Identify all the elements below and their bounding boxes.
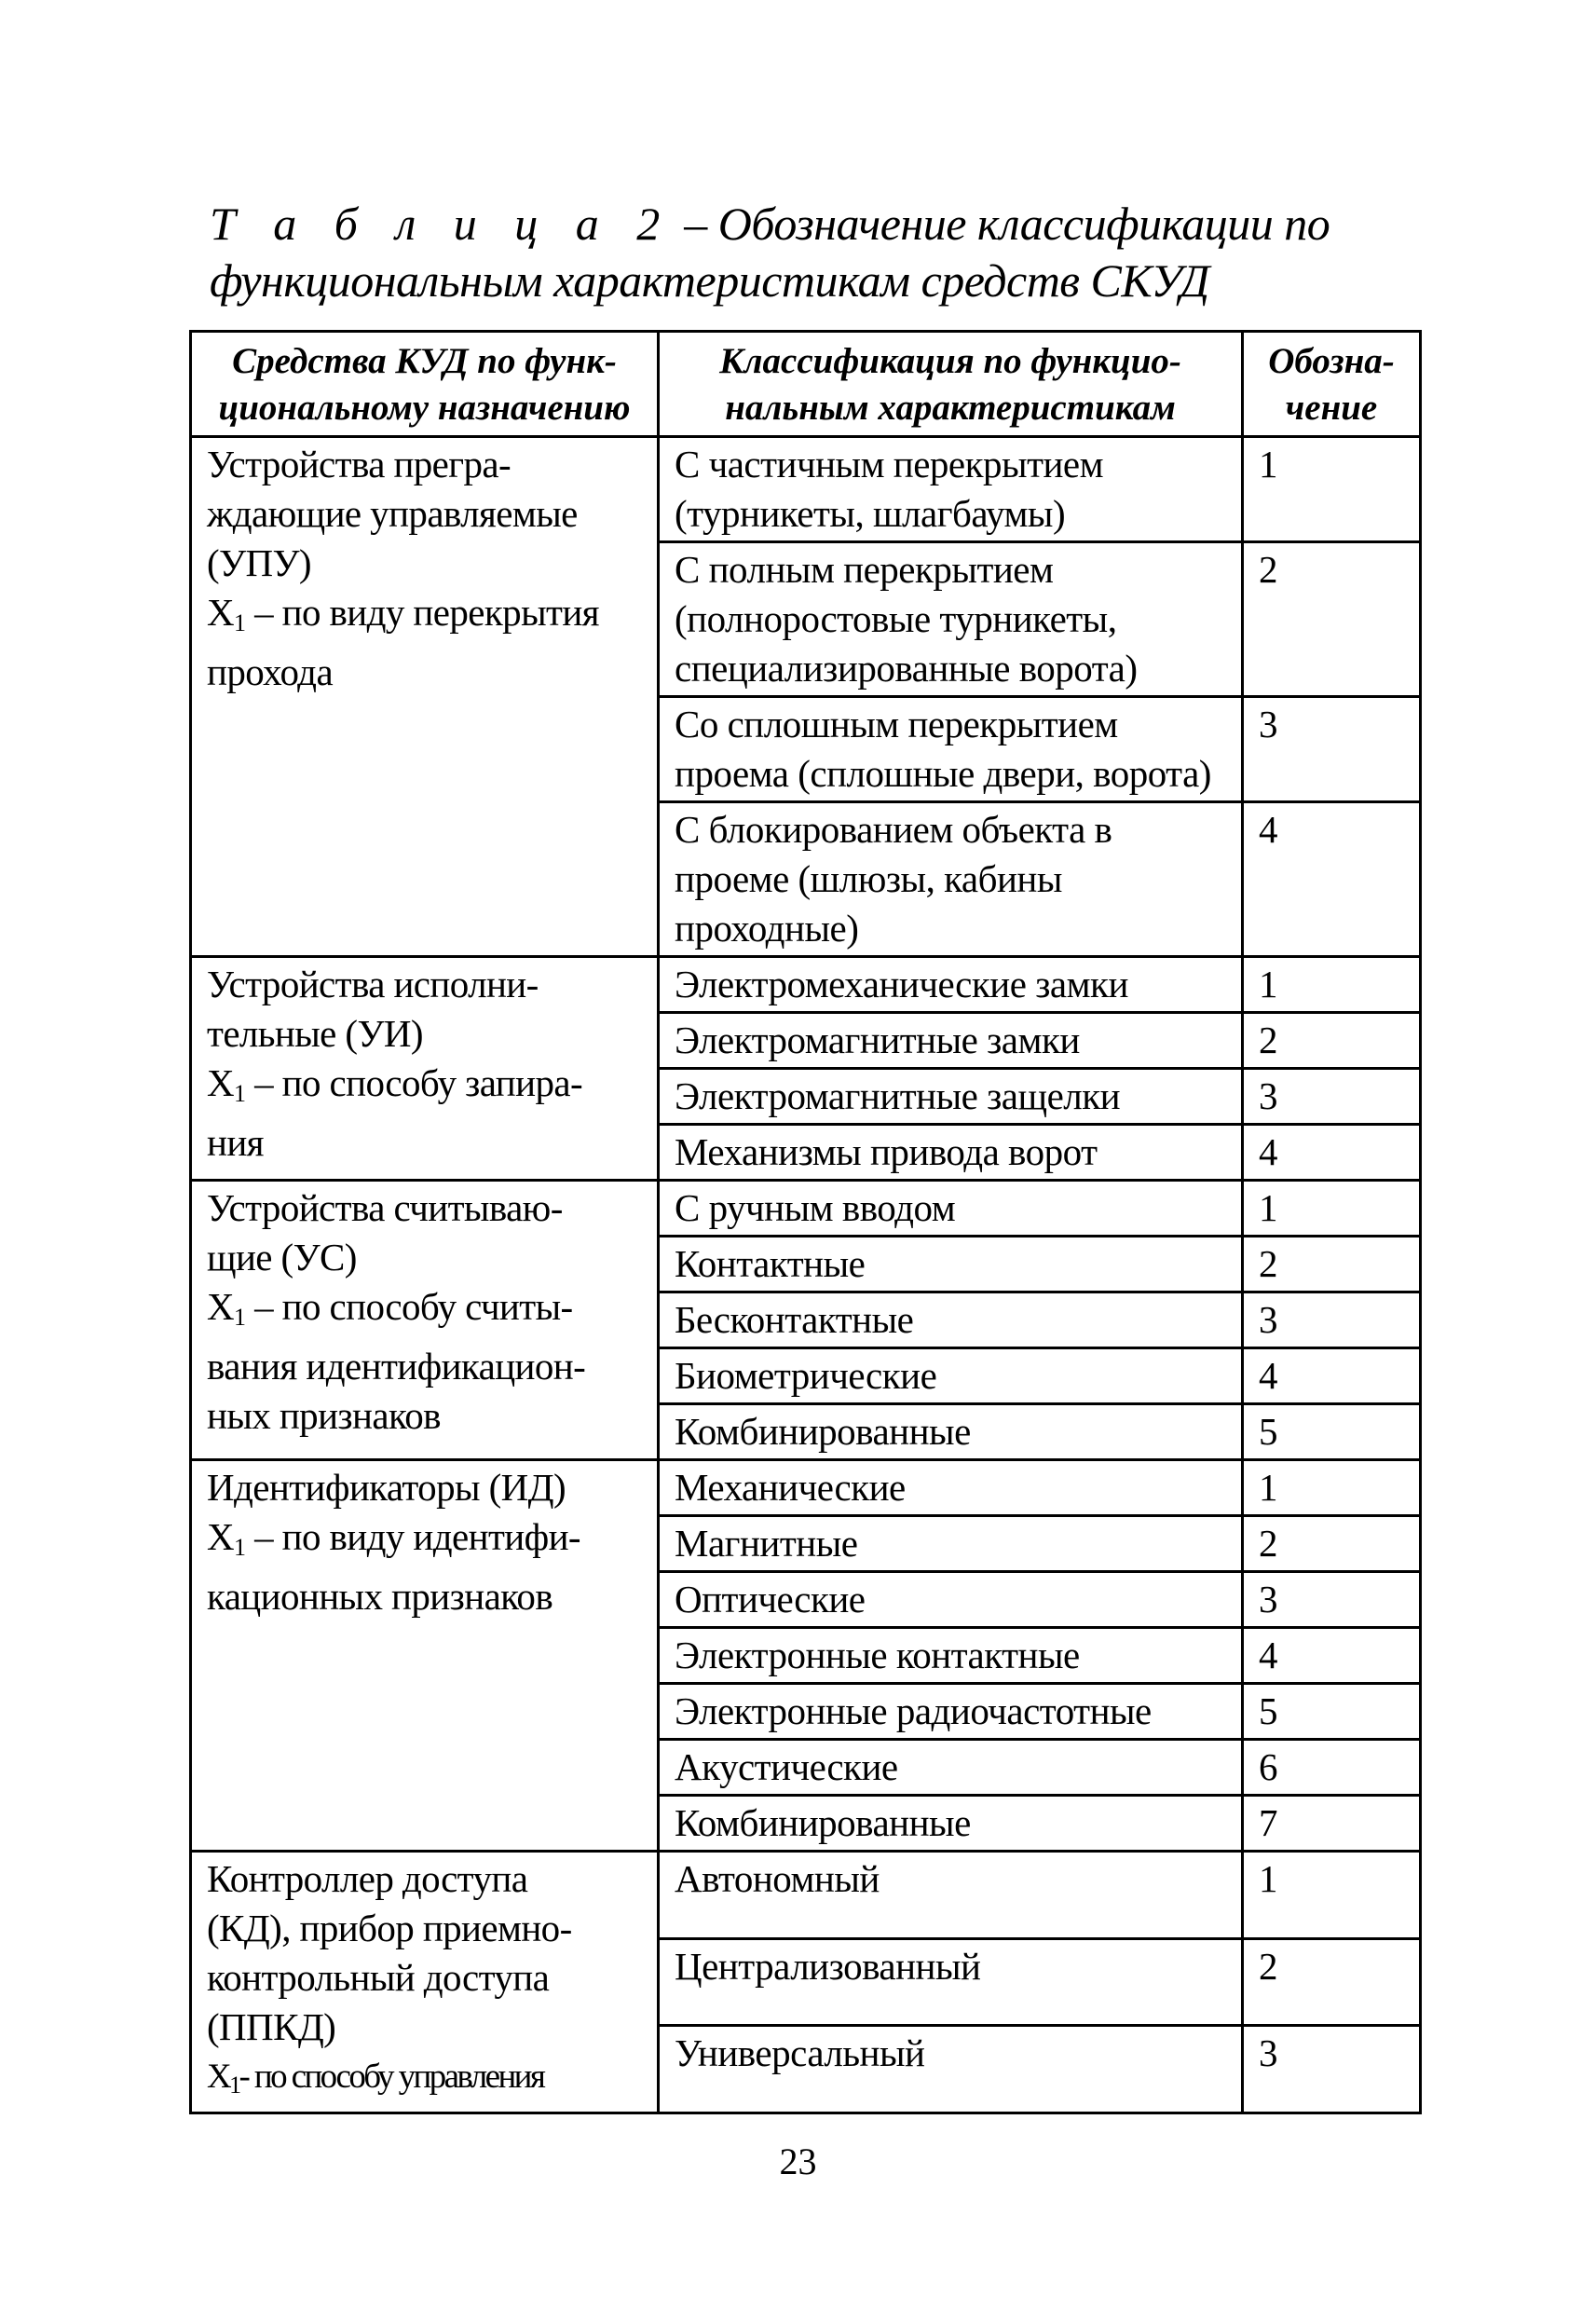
- criterion-text: - по способу управления: [239, 2058, 544, 2096]
- designation-cell: 3: [1243, 1069, 1421, 1125]
- table-header-row: [191, 332, 1421, 437]
- classification-cell: Электромагнитные защелки: [659, 1069, 1243, 1125]
- table-row: [191, 437, 1421, 542]
- classification-cell: Механизмы привода ворот: [659, 1125, 1243, 1181]
- header-line: нальным характеристикам: [725, 388, 1176, 428]
- table-row: [191, 957, 1421, 1013]
- classification-table: [189, 330, 1422, 2114]
- header-line: Обозна-: [1268, 341, 1395, 381]
- device-type-cell: [191, 1852, 659, 2113]
- designation-cell: 1: [1243, 1852, 1421, 1939]
- designation-cell: 1: [1243, 437, 1421, 542]
- table-body: [191, 437, 1421, 2113]
- header-line: Классификация по функцио-: [719, 341, 1181, 381]
- classification-cell: Универсальный: [659, 2026, 1243, 2113]
- designation-cell: 6: [1243, 1740, 1421, 1796]
- classification-criterion: [207, 588, 644, 648]
- designation-cell: 1: [1243, 1460, 1421, 1516]
- device-type-line: Устройства исполни-: [207, 963, 539, 1005]
- device-type-line: (ППКД): [207, 2005, 336, 2048]
- criterion-continuation: ния: [207, 1121, 264, 1164]
- designation-cell: 2: [1243, 1237, 1421, 1292]
- designation-cell: 5: [1243, 1404, 1421, 1460]
- classification-criterion: [207, 1059, 644, 1118]
- classification-cell: Электромеханические замки: [659, 957, 1243, 1013]
- designation-cell: 3: [1243, 697, 1421, 802]
- table-caption-text: – Обозначение классификации по функциональным характеристикам средств СКУД: [210, 198, 1330, 307]
- device-type-cell: [191, 1181, 659, 1460]
- criterion-text: – по способу запира-: [245, 1061, 583, 1104]
- device-type-line: Устройства прегра-: [207, 443, 512, 485]
- device-type-cell: [191, 957, 659, 1181]
- header-designation: [1243, 332, 1421, 437]
- table-row: [191, 1460, 1421, 1516]
- criterion-continuation: ных признаков: [207, 1394, 441, 1437]
- device-type-line: ждающие управляемые: [207, 492, 578, 535]
- designation-cell: 2: [1243, 1938, 1421, 2026]
- criterion-text: – по виду идентифи-: [245, 1515, 580, 1558]
- designation-cell: 4: [1243, 1125, 1421, 1181]
- classification-cell: Контактные: [659, 1237, 1243, 1292]
- designation-cell: 3: [1243, 1292, 1421, 1348]
- device-type-line: Идентификаторы (ИД): [207, 1466, 566, 1509]
- device-type-line: щие (УС): [207, 1236, 357, 1279]
- classification-criterion: [207, 1282, 644, 1342]
- classification-cell: С полным перекрытием (полноростовые турникеты, специализированные ворота): [659, 542, 1243, 697]
- device-type-line: контрольный доступа: [207, 1956, 550, 1999]
- designation-cell: 7: [1243, 1796, 1421, 1852]
- criterion-subscript: 1: [234, 1080, 246, 1107]
- designation-cell: 2: [1243, 1516, 1421, 1572]
- header-functional-purpose: [191, 332, 659, 437]
- criterion-subscript: 1: [229, 2072, 239, 2099]
- criterion-symbol: Х: [207, 1515, 235, 1558]
- designation-cell: 3: [1243, 1572, 1421, 1628]
- header-classification: [659, 332, 1243, 437]
- classification-cell: Бесконтактные: [659, 1292, 1243, 1348]
- classification-cell: Со сплошным перекрытием проема (сплошные двери, ворота): [659, 697, 1243, 802]
- classification-cell: С блокированием объекта в проеме (шлюзы, кабины проходные): [659, 802, 1243, 957]
- device-type-line: (УПУ): [207, 541, 311, 584]
- classification-cell: Магнитные: [659, 1516, 1243, 1572]
- header-line: Средства КУД по функ-: [232, 341, 617, 381]
- designation-cell: 4: [1243, 802, 1421, 957]
- designation-cell: 2: [1243, 1013, 1421, 1069]
- device-type-line: (КД), прибор приемно-: [207, 1907, 572, 1949]
- criterion-symbol: Х: [207, 2058, 230, 2096]
- classification-cell: Электронные контактные: [659, 1628, 1243, 1684]
- device-type-cell: [191, 437, 659, 957]
- classification-cell: С ручным вводом: [659, 1181, 1243, 1237]
- designation-cell: 4: [1243, 1348, 1421, 1404]
- classification-criterion: [207, 2052, 644, 2110]
- classification-cell: Электронные радиочастотные: [659, 1684, 1243, 1740]
- criterion-symbol: Х: [207, 1285, 235, 1328]
- classification-criterion: [207, 1512, 644, 1572]
- classification-cell: Централизованный: [659, 1938, 1243, 2026]
- designation-cell: 3: [1243, 2026, 1421, 2113]
- classification-cell: Автономный: [659, 1852, 1243, 1939]
- classification-cell: Акустические: [659, 1740, 1243, 1796]
- classification-cell: Оптические: [659, 1572, 1243, 1628]
- classification-cell: Биометрические: [659, 1348, 1243, 1404]
- classification-cell: Механические: [659, 1460, 1243, 1516]
- classification-cell: Комбинированные: [659, 1404, 1243, 1460]
- criterion-subscript: 1: [234, 1534, 246, 1561]
- criterion-subscript: 1: [234, 1304, 246, 1331]
- header-line: циональному назначению: [218, 388, 631, 428]
- table-caption: [210, 196, 1430, 309]
- criterion-subscript: 1: [234, 609, 246, 636]
- header-line: чение: [1285, 388, 1378, 428]
- criterion-continuation: кационных признаков: [207, 1575, 553, 1618]
- table-caption-prefix: Т а б л и ц а 2: [210, 198, 674, 250]
- table-row: [191, 1181, 1421, 1237]
- designation-cell: 1: [1243, 957, 1421, 1013]
- criterion-symbol: Х: [207, 1061, 235, 1104]
- page-number: 23: [779, 2140, 817, 2182]
- classification-cell: Комбинированные: [659, 1796, 1243, 1852]
- device-type-line: Контроллер доступа: [207, 1857, 528, 1900]
- designation-cell: 2: [1243, 542, 1421, 697]
- classification-cell: Электромагнитные замки: [659, 1013, 1243, 1069]
- criterion-text: – по способу считы-: [245, 1285, 573, 1328]
- designation-cell: 5: [1243, 1684, 1421, 1740]
- device-type-line: тельные (УИ): [207, 1012, 423, 1055]
- designation-cell: 4: [1243, 1628, 1421, 1684]
- criterion-continuation: прохода: [207, 650, 334, 693]
- criterion-symbol: Х: [207, 591, 235, 634]
- criterion-continuation: вания идентификацион-: [207, 1345, 586, 1388]
- criterion-text: – по виду перекрытия: [245, 591, 599, 634]
- table-row: [191, 1852, 1421, 1939]
- device-type-line: Устройства считываю-: [207, 1186, 563, 1229]
- classification-cell: С частичным перекрытием (турникеты, шлагбаумы): [659, 437, 1243, 542]
- device-type-cell: [191, 1460, 659, 1852]
- designation-cell: 1: [1243, 1181, 1421, 1237]
